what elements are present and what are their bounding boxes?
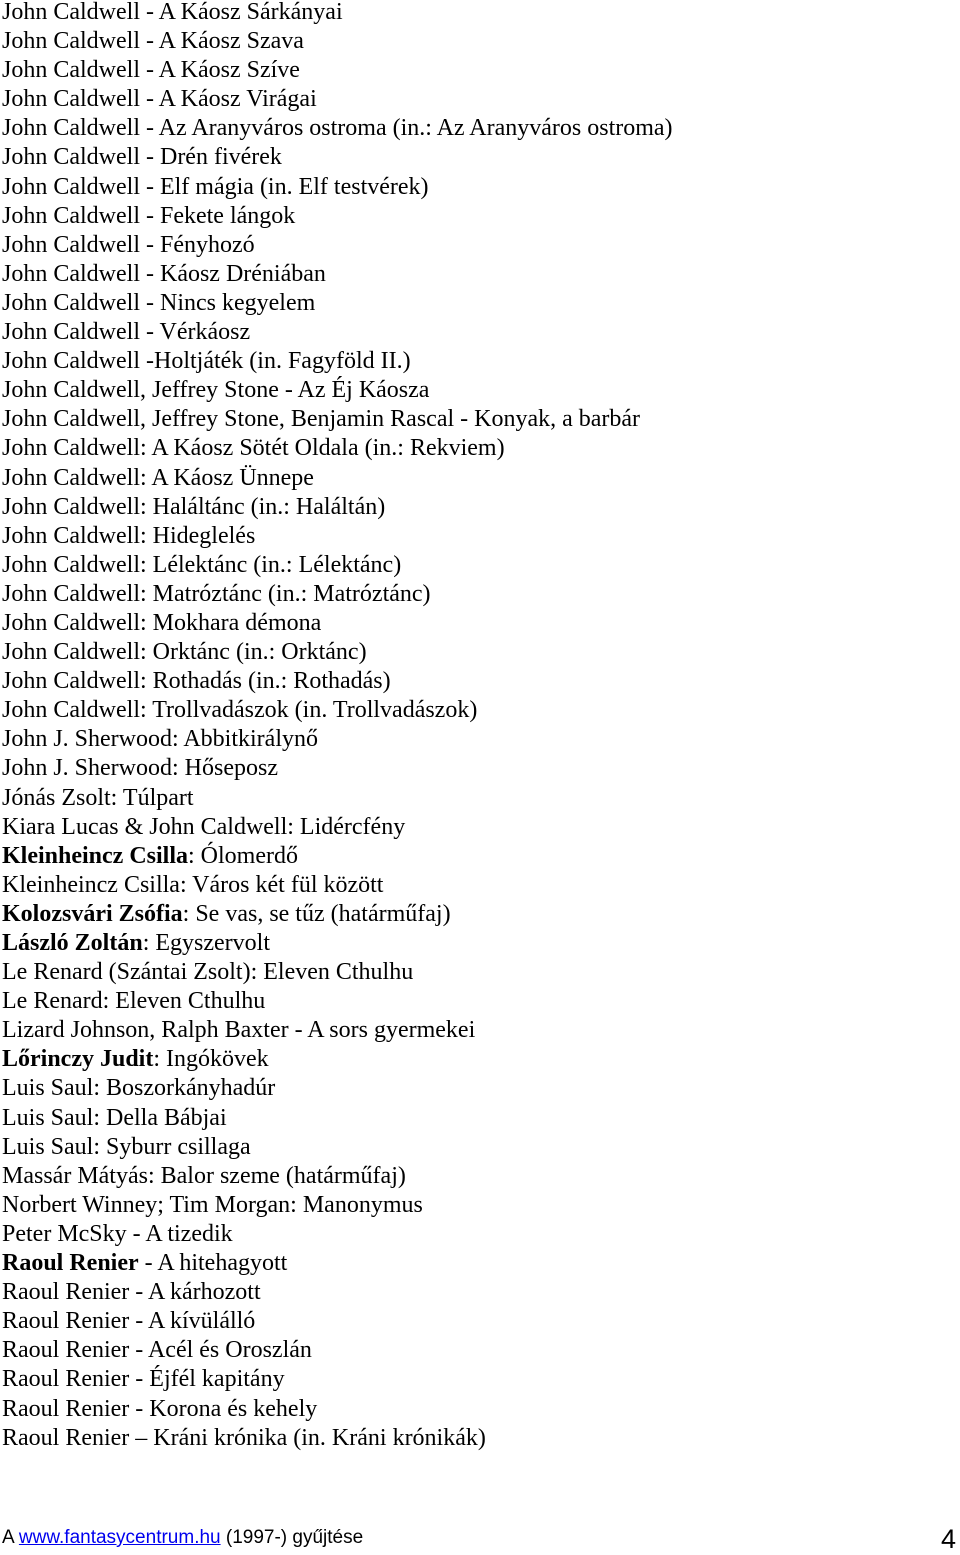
list-item-text: Norbert Winney; Tim Morgan: Manonymus	[2, 1191, 423, 1218]
list-item	[2, 958, 673, 987]
list-item-text: Lizard Johnson, Ralph Baxter - A sors gyermekei	[2, 1017, 476, 1044]
list-item	[2, 434, 673, 463]
list-item	[2, 1424, 673, 1453]
list-item-text: John Caldwell: A Káosz Ünnepe	[2, 464, 314, 491]
list-item-text: : Se vas, se tűz (határműfaj)	[182, 900, 451, 927]
list-item-text: John Caldwell - A Káosz Virágai	[2, 86, 317, 113]
footer-suffix: (1997-) gyűjtése	[220, 1527, 364, 1548]
list-item-text: Jónás Zsolt: Túlpart	[2, 784, 194, 811]
list-item	[2, 638, 673, 667]
list-item	[2, 0, 673, 27]
list-item	[2, 1395, 673, 1424]
list-item-text: John Caldwell - Vérkáosz	[2, 319, 251, 346]
list-item-text: Peter McSky - A tizedik	[2, 1220, 233, 1247]
list-item-text: : Egyszervolt	[142, 930, 270, 956]
list-item-text: John Caldwell - Elf mágia (in. Elf testvérek)	[2, 173, 429, 200]
list-item	[2, 1365, 673, 1394]
list-item	[2, 1249, 673, 1278]
list-item	[2, 1016, 673, 1045]
list-item	[2, 784, 673, 813]
list-item	[2, 667, 673, 696]
author-name-bold: Kleinheincz Csilla	[2, 842, 188, 869]
list-item-text: John J. Sherwood: Hőseposz	[2, 755, 278, 782]
list-item	[2, 1191, 673, 1220]
list-item-text: Massár Mátyás: Balor szeme (határműfaj)	[2, 1162, 406, 1189]
list-item	[2, 493, 673, 522]
list-item-text: Luis Saul: Della Bábjai	[2, 1104, 227, 1131]
list-item	[2, 1220, 673, 1249]
list-item-text: Luis Saul: Boszorkányhadúr	[2, 1075, 276, 1102]
list-item	[2, 260, 673, 289]
list-item-text: Luis Saul: Syburr csillaga	[2, 1133, 251, 1160]
author-name-bold: Kolozsvári Zsófia	[2, 900, 183, 927]
list-item	[2, 27, 673, 56]
list-item-text: John Caldwell - A Káosz Sárkányai	[2, 0, 343, 25]
footer-website-link[interactable]: www.fantasycentrum.hu	[18, 1527, 221, 1548]
list-item	[2, 143, 673, 172]
list-item	[2, 1074, 673, 1103]
book-list	[2, 0, 673, 1453]
list-item-text: - A hitehagyott	[138, 1250, 288, 1277]
list-item-text: : Ingókövek	[153, 1046, 269, 1073]
list-item	[2, 1133, 673, 1162]
list-item	[2, 1104, 673, 1133]
footer-prefix: A	[2, 1527, 19, 1548]
list-item-text: John J. Sherwood: Abbitkirálynő	[2, 726, 318, 753]
list-item-text: John Caldwell - Drén fivérek	[2, 144, 282, 171]
list-item	[2, 813, 673, 842]
list-item	[2, 1045, 673, 1074]
list-item	[2, 114, 673, 143]
list-item	[2, 580, 673, 609]
list-item	[2, 85, 673, 114]
list-item-text: Raoul Renier - Korona és kehely	[2, 1395, 318, 1422]
list-item-text: John Caldwell: Matróztánc (in.: Matróztánc)	[2, 580, 431, 607]
list-item-text: John Caldwell - Fekete lángok	[2, 202, 296, 229]
list-item-text: John Caldwell, Jeffrey Stone, Benjamin Rascal - Konyak, a barbár	[2, 406, 641, 433]
list-item	[2, 551, 673, 580]
list-item	[2, 929, 673, 958]
list-item	[2, 376, 673, 405]
list-item-text: John Caldwell - Az Aranyváros ostroma (in.: Az Aranyváros ostroma)	[2, 115, 673, 142]
list-item	[2, 900, 673, 929]
list-item-text: Raoul Renier – Kráni krónika (in. Kráni krónikák)	[2, 1424, 486, 1451]
list-item	[2, 1336, 673, 1365]
list-item	[2, 202, 673, 231]
list-item-text: John Caldwell: Trollvadászok (in. Trollvadászok)	[2, 697, 478, 724]
list-item	[2, 1278, 673, 1307]
list-item-text: John Caldwell - Nincs kegyelem	[2, 289, 316, 316]
list-item	[2, 1307, 673, 1336]
list-item-text: John Caldwell: Haláltánc (in.: Haláltán)	[2, 493, 386, 520]
list-item	[2, 871, 673, 900]
list-item	[2, 405, 673, 434]
author-name-bold: Lőrinczy Judit	[2, 1046, 154, 1073]
list-item	[2, 987, 673, 1016]
list-item	[2, 725, 673, 754]
list-item-text: John Caldwell: Mokhara démona	[2, 609, 322, 636]
list-item-text: Raoul Renier - A kárhozott	[2, 1279, 261, 1306]
list-item-text: Raoul Renier - A kívülálló	[2, 1308, 256, 1335]
list-item-text: John Caldwell - A Káosz Szíve	[2, 57, 300, 84]
list-item-text: : Ólomerdő	[188, 842, 298, 869]
list-item-text: John Caldwell - A Káosz Szava	[2, 28, 304, 55]
list-item-text: John Caldwell: A Káosz Sötét Oldala (in.: Rekviem)	[2, 435, 505, 462]
list-item	[2, 318, 673, 347]
author-name-bold: Raoul Renier	[2, 1250, 139, 1277]
list-item	[2, 842, 673, 871]
list-item-text: Le Renard: Eleven Cthulhu	[2, 988, 266, 1015]
page-number: 4	[940, 1524, 956, 1554]
list-item-text: John Caldwell - Fényhozó	[2, 231, 255, 258]
list-item	[2, 754, 673, 783]
list-item	[2, 696, 673, 725]
list-item-text: Le Renard (Szántai Zsolt): Eleven Cthulhu	[2, 959, 414, 986]
list-item	[2, 56, 673, 85]
list-item-text: Kiara Lucas & John Caldwell: Lidércfény	[2, 813, 406, 840]
list-item-text: Raoul Renier - Acél és Oroszlán	[2, 1337, 312, 1364]
author-name-bold: László Zoltán	[2, 930, 143, 956]
list-item-text: Raoul Renier - Éjfél kapitány	[2, 1366, 285, 1393]
list-item	[2, 522, 673, 551]
page-footer	[2, 1526, 363, 1550]
list-item	[2, 609, 673, 638]
list-item-text: John Caldwell: Rothadás (in.: Rothadás)	[2, 668, 391, 695]
list-item-text: Kleinheincz Csilla: Város két fül között	[2, 871, 384, 898]
list-item-text: John Caldwell: Lélektánc (in.: Lélektánc)	[2, 551, 402, 578]
list-item	[2, 173, 673, 202]
list-item-text: John Caldwell, Jeffrey Stone - Az Éj Káosza	[2, 377, 430, 404]
list-item-text: John Caldwell: Hideglelés	[2, 522, 256, 549]
list-item	[2, 231, 673, 260]
list-item	[2, 347, 673, 376]
list-item	[2, 464, 673, 493]
list-item-text: John Caldwell: Orktánc (in.: Orktánc)	[2, 639, 367, 666]
list-item-text: John Caldwell -Holtjáték (in. Fagyföld II.)	[2, 348, 411, 375]
list-item-text: John Caldwell - Káosz Dréniában	[2, 260, 326, 287]
list-item	[2, 1162, 673, 1191]
list-item	[2, 289, 673, 318]
